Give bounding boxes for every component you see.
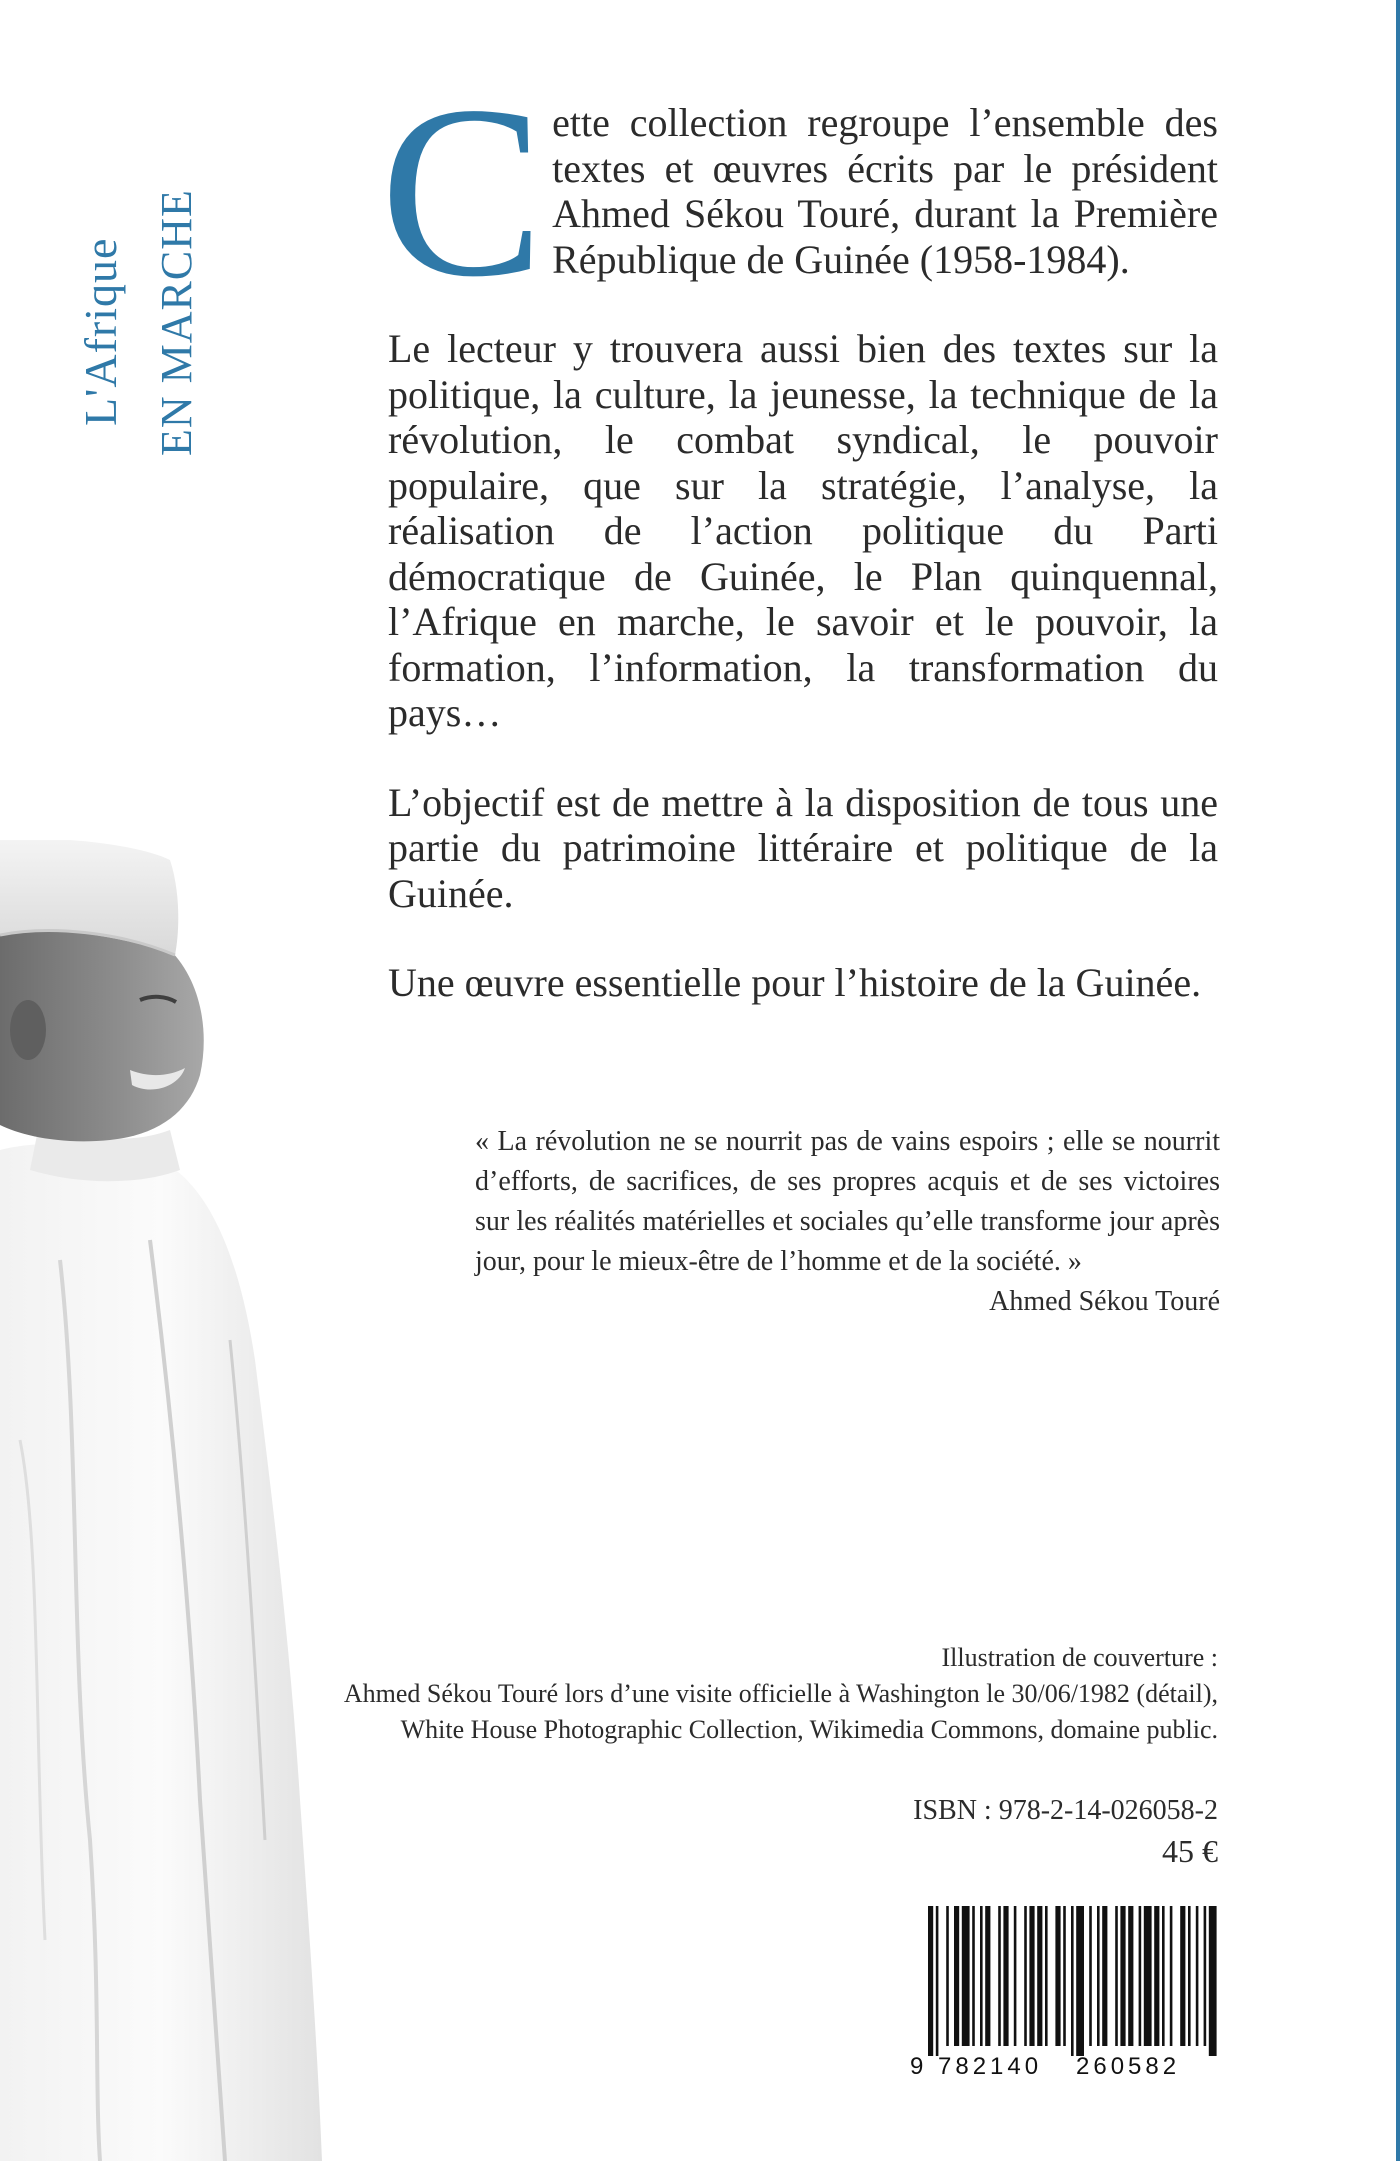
barcode-digits-group-2: 260582 <box>1076 2053 1181 2080</box>
barcode-bar <box>972 1906 975 2046</box>
barcode <box>906 1902 1218 2082</box>
barcode-bar <box>980 1906 983 2046</box>
barcode-bar <box>1037 1906 1042 2046</box>
barcode-bar <box>1162 1906 1165 2046</box>
barcode-bar <box>1180 1906 1185 2046</box>
description-paragraph-2: Le lecteur y trouvera aussi bien des textes sur la politique, la culture, la jeunesse, la technique de la révolution, le combat syndical, le pouvoir populaire, que sur la stratégie, l’analyse, la réalisation de l’action politique du Parti démocratique de Guinée, le Plan quinquennal, l’Afrique en marche, le savoir et le pouvoir, la formation, l’information, la transformation du pays… <box>388 326 1218 735</box>
barcode-bar <box>1024 1906 1027 2046</box>
barcode-bar <box>1003 1906 1008 2046</box>
barcode-bar <box>1115 1906 1118 2046</box>
barcode-bar <box>1071 1906 1074 2056</box>
barcode-bar <box>1196 1906 1199 2046</box>
barcode-bars <box>928 1906 1217 2056</box>
barcode-bar <box>998 1906 1001 2046</box>
isbn: ISBN : 978-2-14-026058-2 <box>913 1795 1218 1826</box>
barcode-bar <box>928 1906 933 2056</box>
description <box>380 56 1218 1050</box>
barcode-digits-group-1: 782140 <box>938 2053 1043 2080</box>
barcode-bar <box>1209 1906 1217 2056</box>
barcode-bar <box>1102 1906 1107 2046</box>
description-paragraph-3: L’objectif est de mettre à la disposition de tous une partie du patrimoine littéraire et politique de la Guinée. <box>388 779 1218 916</box>
barcode-bar <box>1139 1906 1142 2046</box>
barcode-bar <box>1063 1906 1066 2046</box>
credits-line-1: Ahmed Sékou Touré lors d’une visite officielle à Washington le 30/06/1982 (détail), <box>343 1679 1218 1708</box>
barcode-bar <box>1089 1906 1092 2046</box>
barcode-bar <box>985 1906 990 2046</box>
cover-credits <box>300 1640 1218 1748</box>
barcode-bar <box>1045 1906 1048 2046</box>
barcode-bar <box>1029 1906 1034 2046</box>
barcode-bar <box>1188 1906 1191 2046</box>
quote <box>475 1122 1220 1322</box>
series-title <box>56 108 226 468</box>
credits-line-2: White House Photographic Collection, Wikimedia Commons, domaine public. <box>400 1715 1218 1744</box>
barcode-bar <box>1144 1906 1152 2046</box>
barcode-bar <box>1204 1906 1207 2046</box>
edge-stripe <box>1396 0 1400 2161</box>
barcode-bar <box>1154 1906 1159 2046</box>
barcode-bar <box>962 1906 970 2046</box>
barcode-bar <box>1097 1906 1100 2046</box>
credits-heading: Illustration de couverture : <box>941 1643 1218 1672</box>
series-title-line-1: L'Afrique <box>75 237 126 426</box>
description-paragraph-1-text: ette collection regroupe l’ensemble des textes et œuvres écrits par le président Ahmed Sékou Touré, durant la Première République de Guinée (1958-1984). <box>552 100 1218 282</box>
drop-cap: C <box>380 56 545 328</box>
barcode-bar <box>1014 1906 1017 2046</box>
barcode-bar <box>946 1906 949 2046</box>
quote-text: « La révolution ne se nourrit pas de vains espoirs ; elle se nourrit d’efforts, de sacrifices, de ses propres acquis et de ses victoires sur les réalités matérielles et sociales qu’elle transforme jour après jour, pour le mieux-être de l’homme et de la société. » <box>475 1126 1220 1277</box>
series-title-line-2: EN MARCHE <box>152 189 201 456</box>
author-photo <box>0 840 330 2161</box>
barcode-digit-first: 9 <box>910 2053 924 2080</box>
barcode-bar <box>1055 1906 1060 2046</box>
price: 45 € <box>1162 1833 1218 1869</box>
barcode-bar <box>936 1906 939 2056</box>
author-photo-illustration <box>0 840 330 2161</box>
barcode-bar <box>1120 1906 1125 2046</box>
description-paragraph-1 <box>380 56 1218 328</box>
barcode-bar <box>1076 1906 1084 2056</box>
description-paragraph-4: Une œuvre essentielle pour l’histoire de la Guinée. <box>388 960 1202 1005</box>
quote-author: Ahmed Sékou Touré <box>989 1286 1220 1317</box>
barcode-bar <box>954 1906 959 2046</box>
barcode-bar <box>1170 1906 1173 2046</box>
barcode-bar <box>1128 1906 1133 2046</box>
